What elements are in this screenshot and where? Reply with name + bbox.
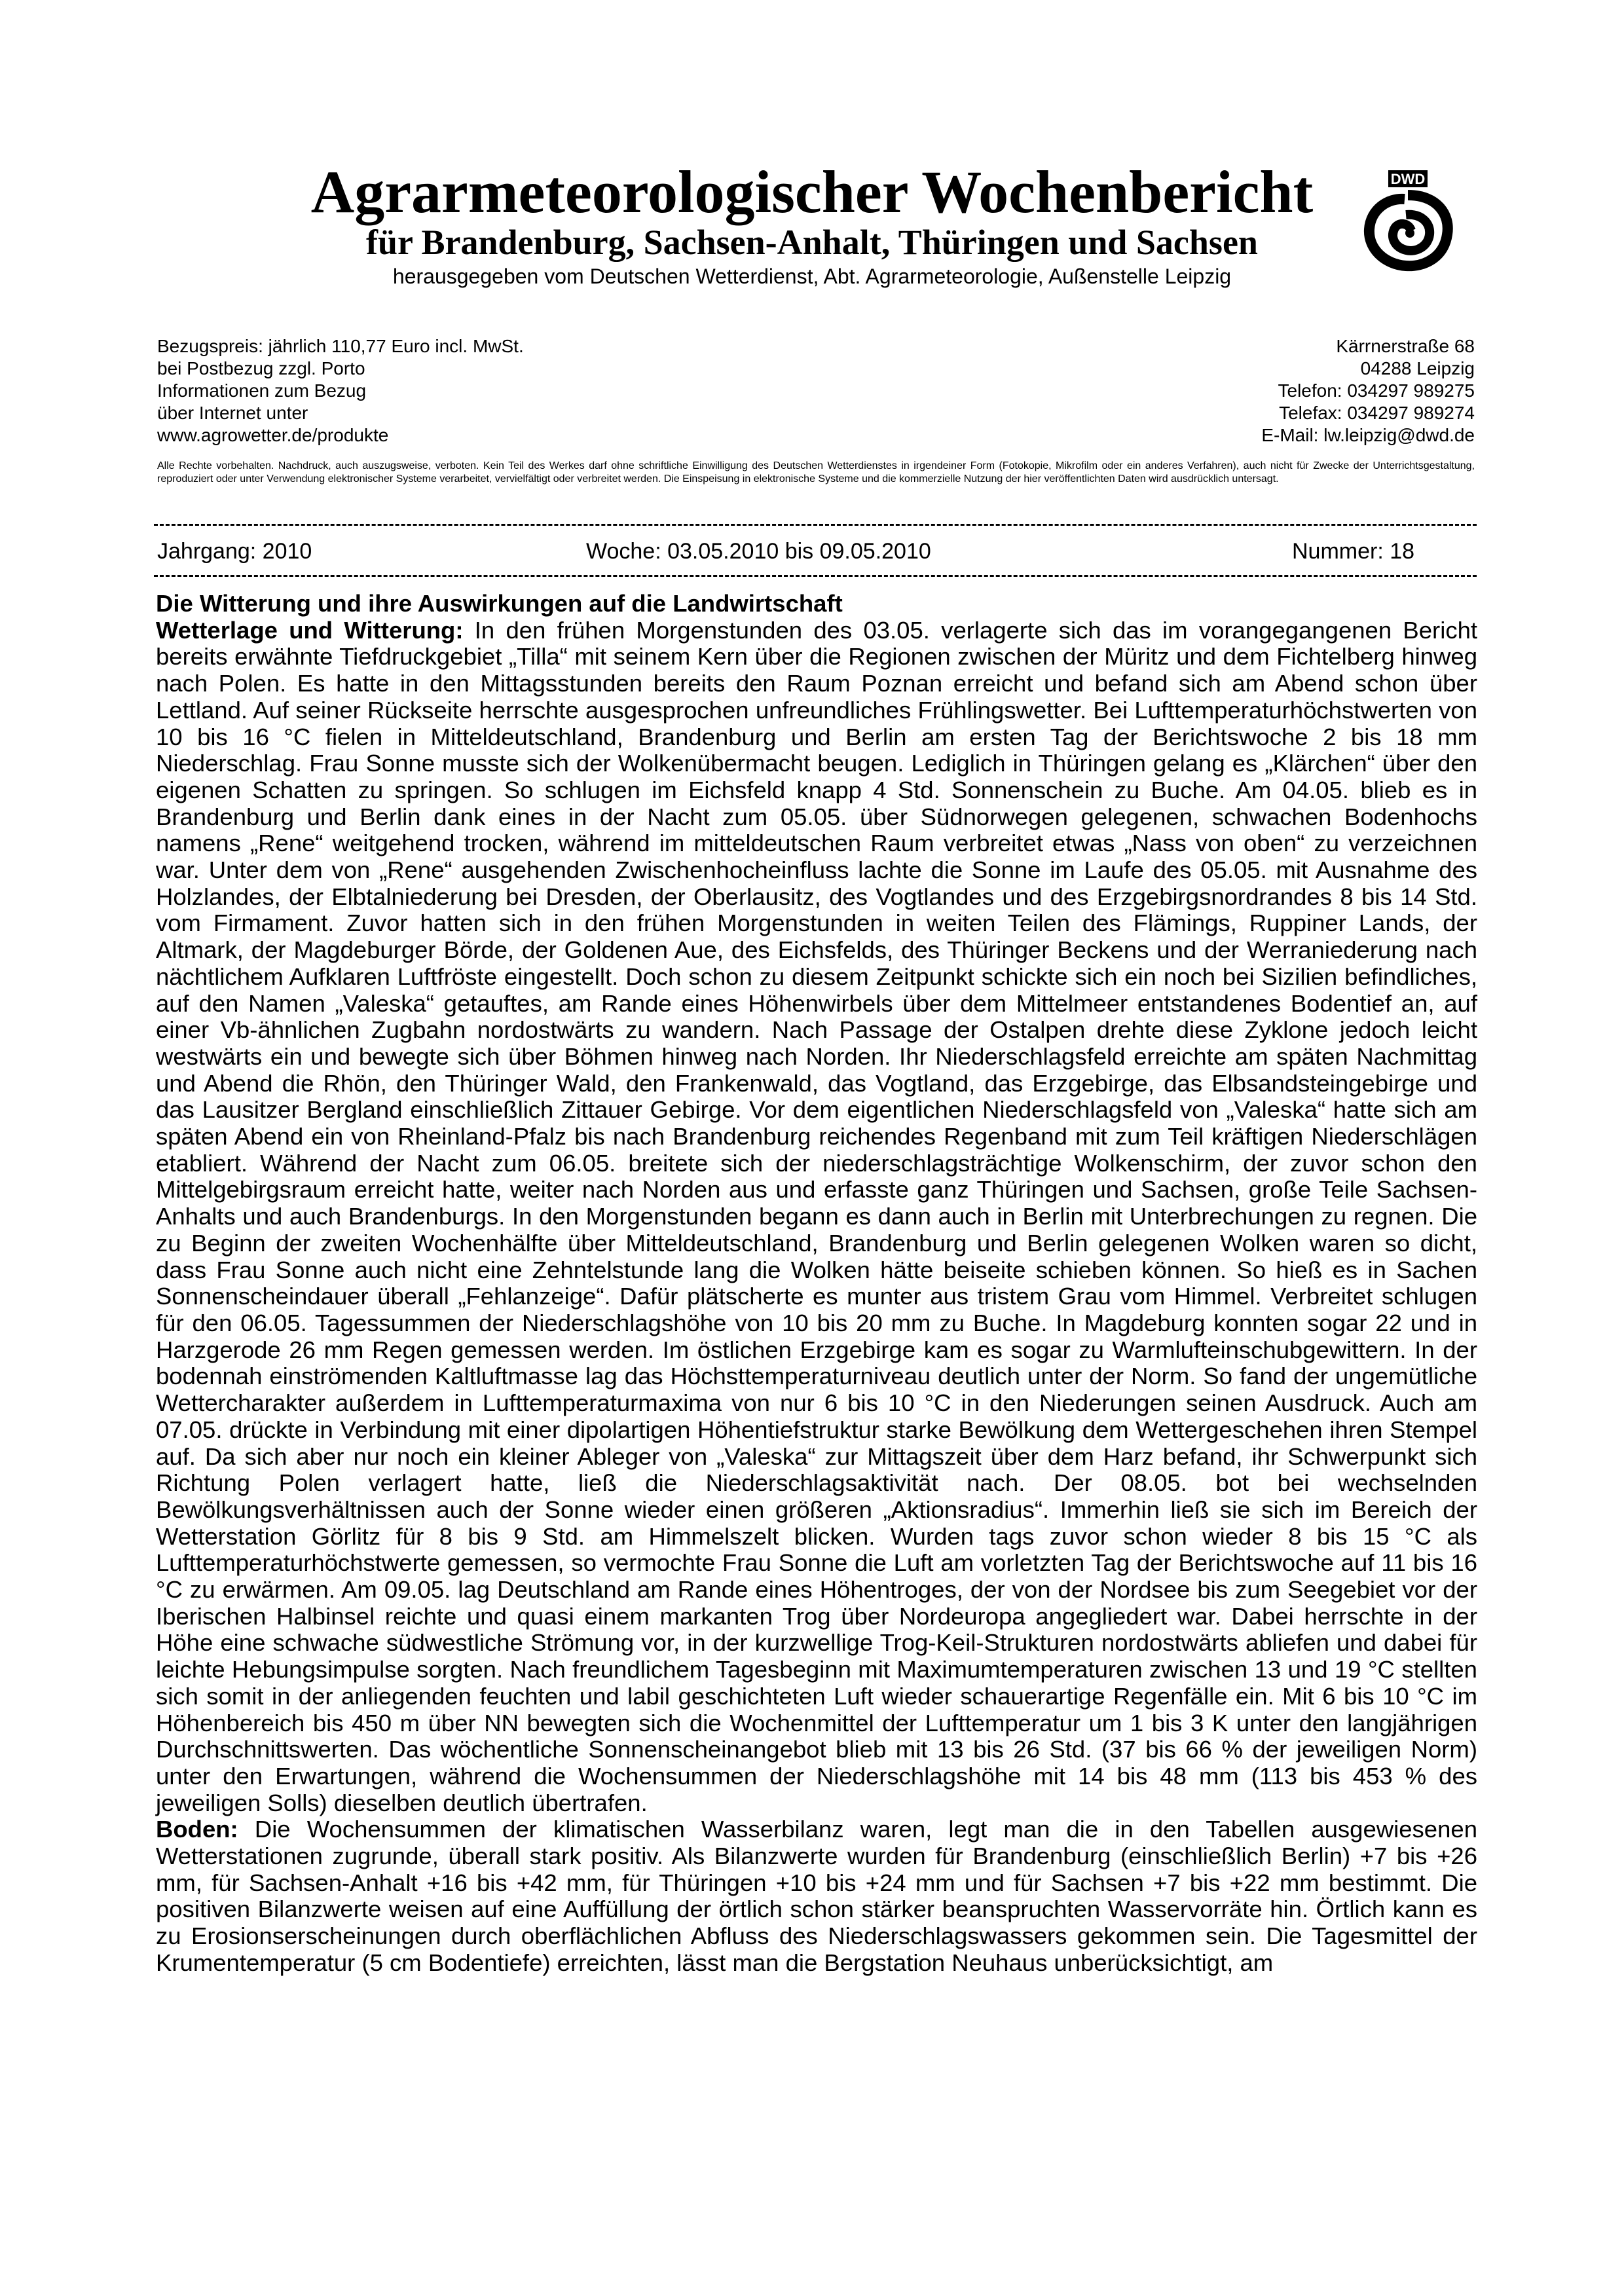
contact-fax: Telefax: 034297 989274 xyxy=(1279,403,1475,423)
report-title: Agrarmeteorologischer Wochenbericht xyxy=(310,158,1314,225)
report-body xyxy=(156,591,1477,1977)
soil-text: Die Wochensummen der klimatischen Wasserbilanz waren, legt man die in den Tabellen ausgewiesenen Wetterstationen zugrunde, überall stark positiv. Als Bilanzwerte wurden für Brandenburg (einschließlich Berlin) +7 bis +26 mm, für Sachsen-Anhalt +16 bis +42 mm, für Thüringen +10 bis +24 mm und für Sachsen +7 bis +22 mm bestimmt. Die positiven Bilanzwerte weisen auf eine Auffüllung der örtlich schon stärker beanspruchten Wasservorräte hin. Örtlich kann es zu Erosionserscheinungen durch oberflächlichen Abfluss des Niederschlagswassers gekommen sein. Die Tagesmittel der Krumentemperatur (5 cm Bodentiefe) erreichten, lässt man die Bergstation Neuhaus unberücksichtigt, am xyxy=(156,1816,1477,1976)
report-subtitle: für Brandenburg, Sachsen-Anhalt, Thüringen und Sachsen xyxy=(366,223,1258,262)
pricing-line: über Internet unter xyxy=(157,403,308,423)
contact-street: Kärrnerstraße 68 xyxy=(1336,336,1475,356)
weather-text: In den frühen Morgenstunden des 03.05. verlagerte sich das im vorangegangenen Bericht bereits erwähnte Tiefdruckgebiet „Tilla“ mit seinem Kern über die Regionen zwischen der Müritz und dem Fichtelberg hinweg nach Polen. Es hatte in den Mittagsstunden bereits den Raum Poznan erreicht und befand sich am Abend schon über Lettland. Auf seiner Rückseite herrschte ausgesprochen unfreundliches Frühlingswetter. Bei Lufttemperaturhöchstwerten von 10 bis 16 °C fielen in Mitteldeutschland, Brandenburg und Berlin am ersten Tag der Berichtswoche 2 bis 18 mm Niederschlag. Frau Sonne musste sich der Wolkenübermacht beugen. Lediglich in Thüringen gelang es „Klärchen“ über den eigenen Schatten zu springen. So schlugen im Eichsfeld knapp 4 Std. Sonnenschein zu Buche. Am 04.05. blieb es in Brandenburg und Berlin dank eines in der Nacht zum 05.05. über Südnorwegen gelegenen, schwachen Bodenhochs namens „Rene“ weitgehend trocken, während im mitteldeutschen Raum verbreitet etwas „Nass von oben“ zu verzeichnen war. Unter dem von „Rene“ ausgehenden Zwischenhocheinfluss lachte die Sonne im Laufe des 05.05. mit Ausnahme des Holzlandes, der Elbtalniederung bei Dresden, der Oberlausitz, des Vogtlandes und des Erzgebirgsnordrandes 8 bis 14 Std. vom Firmament. Zuvor hatten sich in den frühen Morgenstunden in weiten Teilen des Flämings, Ruppiner Lands, der Altmark, der Magdeburger Börde, der Goldenen Aue, des Eichsfelds, des Thüringer Beckens und der Werraniederung nach nächtlichem Aufklaren Luftfröste eingestellt. Doch schon zu diesem Zeitpunkt schickte sich ein noch bei Sizilien befindliches, auf den Namen „Valeska“ getauftes, am Rande eines Höhenwirbels über dem Mittelmeer entstandenes Bodentief an, auf einer Vb-ähnlichen Zugbahn nordostwärts zu wandern. Nach Passage der Ostalpen drehte diese Zyklone jedoch leicht westwärts ein und bewegte sich über Böhmen hinweg nach Norden. Ihr Niederschlagsfeld erreichte am späten Nachmittag und Abend die Rhön, den Thüringer Wald, den Frankenwald, das Vogtland, das Erzgebirge, das Elbsandsteingebirge und das Lausitzer Bergland einschließlich Zittauer Gebirge. Vor dem eigentlichen Niederschlagsfeld von „Valeska“ hatte sich am späten Abend ein von Rheinland-Pfalz bis nach Brandenburg reichendes Regenband mit zum Teil kräftigen Niederschlägen etabliert. Während der Nacht zum 06.05. breitete sich der niederschlagsträchtige Wolkenschirm, der zuvor schon den Mittelgebirgsraum erreicht hatte, weiter nach Norden aus und erfasste ganz Thüringen und Sachsen, große Teile Sachsen-Anhalts und auch Brandenburgs. In den Morgenstunden begann es dann auch in Berlin mit Unterbrechungen zu regnen. Die zu Beginn der zweiten Wochenhälfte über Mitteldeutschland, Brandenburg und Berlin gelegenen Wolken waren so dicht, dass Frau Sonne auch nicht eine Zehntelstunde lang die Wolken hätte beiseite schieben können. So hieß es in Sachen Sonnenscheindauer überall „Fehlanzeige“. Dafür plätscherte es munter aus tristem Grau vom Himmel. Verbreitet schlugen für den 06.05. Tagessummen der Niederschlagshöhe von 10 bis 20 mm zu Buche. In Magdeburg konnten sogar 22 und in Harzgerode 26 mm Regen gemessen werden. Im östlichen Erzgebirge kam es sogar zu Warmlufteinschubgewittern. In der bodennah einströmenden Kaltluftmasse lag das Höchsttemperaturniveau deutlich unter der Norm. So fand der ungemütliche Wettercharakter außerdem in Lufttemperaturmaxima von nur 6 bis 10 °C in den Niederungen seinen Ausdruck. Auch am 07.05. drückte in Verbindung mit einer dipolartigen Höhentiefstruktur starke Bewölkung dem Wettergeschehen ihren Stempel auf. Da sich aber nur noch ein kleiner Ableger von „Valeska“ zur Mittagszeit über dem Harz befand, ihr Schwerpunkt sich Richtung Polen verlagert hatte, ließ die Niederschlagsaktivität nach. Der 08.05. bot bei wechselnden Bewölkungsverhältnissen auch der Sonne wieder einen größeren „Aktionsradius“. Immerhin ließ sie sich im Bereich der Wetterstation Görlitz für 8 bis 9 Std. am Himmelszelt blicken. Wurden tags zuvor schon wieder 8 bis 15 °C als Lufttemperaturhöchstwerte gemessen, so vermochte Frau Sonne die Luft am vorletzten Tag der Berichtswoche auf 11 bis 16 °C zu erwärmen. Am 09.05. lag Deutschland am Rande eines Höhentroges, der von der Nordsee bis zum Seegebiet vor der Iberischen Halbinsel reichte und quasi einem markanten Trog über Nordeuropa angegliedert war. Dabei herrschte in der Höhe eine schwache südwestliche Strömung vor, in der kurzwellige Trog-Keil-Strukturen nordostwärts abliefen und dabei für leichte Hebungsimpulse sorgten. Nach freundlichem Tagesbeginn mit Maximumtemperaturen zwischen 13 und 19 °C stellten sich somit in der anliegenden feuchten und labil geschichteten Luft wieder schauerartige Regenfälle ein. Mit 6 bis 10 °C im Höhenbereich bis 450 m über NN bewegten sich die Wochenmittel der Lufttemperatur um 1 bis 3 K unter den langjährigen Durchschnittswerten. Das wöchentliche Sonnenscheinangebot blieb mit 13 bis 26 Std. (37 bis 66 % der jeweiligen Norm) unter den Erwartungen, während die Wochensummen der Niederschlagshöhe mit 14 bis 48 mm (113 bis 453 % des jeweiligen Solls) dieselben deutlich übertrafen. xyxy=(156,616,1478,1816)
issuer-line: herausgegeben vom Deutschen Wetterdienst, Abt. Agrarmeteorologie, Außenstelle Leipzig xyxy=(392,265,1232,288)
weather-heading: Wetterlage und Witterung: xyxy=(156,616,464,644)
website-link[interactable]: www.agrowetter.de/produkte xyxy=(157,425,389,445)
issue-week: Woche: 03.05.2010 bis 09.05.2010 xyxy=(586,539,931,564)
pricing-info xyxy=(157,335,747,447)
pricing-line: bei Postbezug zzgl. Porto xyxy=(157,358,365,378)
contact-info xyxy=(1016,335,1475,447)
weather-paragraph xyxy=(156,617,1477,1817)
section-title: Die Witterung und ihre Auswirkungen auf die Landwirtschaft xyxy=(156,590,843,617)
pricing-line: Informationen zum Bezug xyxy=(157,380,367,401)
rights-notice: Alle Rechte vorbehalten. Nachdruck, auch auszugsweise, verboten. Kein Teil des Werkes darf ohne schriftliche Einwilligung des Deutschen Wetterdienstes in irgendeiner Form (Fotokopie, Mikrofilm oder ein anderes Verfahren), auch nicht für Zwecke der Unterrichtsgestaltung, reproduziert oder unter Verwendung elektronischer Systeme verarbeitet, vervielfältigt oder verbreitet werden. Die Einspeisung in elektronische Systeme und die kommerzielle Nutzung der hier veröffentlichten Daten wird ausdrücklich untersagt. xyxy=(157,460,1475,485)
soil-heading: Boden: xyxy=(156,1816,238,1843)
contact-phone: Telefon: 034297 989275 xyxy=(1278,380,1475,401)
dwd-logo xyxy=(1359,169,1457,274)
divider-top xyxy=(154,524,1477,526)
soil-paragraph xyxy=(156,1816,1477,1976)
issue-volume: Jahrgang: 2010 xyxy=(157,539,312,564)
dwd-logo-text: DWD xyxy=(1390,171,1426,187)
divider-bottom xyxy=(154,575,1477,577)
issue-number: Nummer: 18 xyxy=(1292,539,1415,564)
contact-city: 04288 Leipzig xyxy=(1360,358,1475,378)
contact-email[interactable]: E-Mail: lw.leipzig@dwd.de xyxy=(1261,425,1475,445)
pricing-line: Bezugspreis: jährlich 110,77 Euro incl. MwSt. xyxy=(157,336,524,356)
issue-info xyxy=(157,537,1475,566)
